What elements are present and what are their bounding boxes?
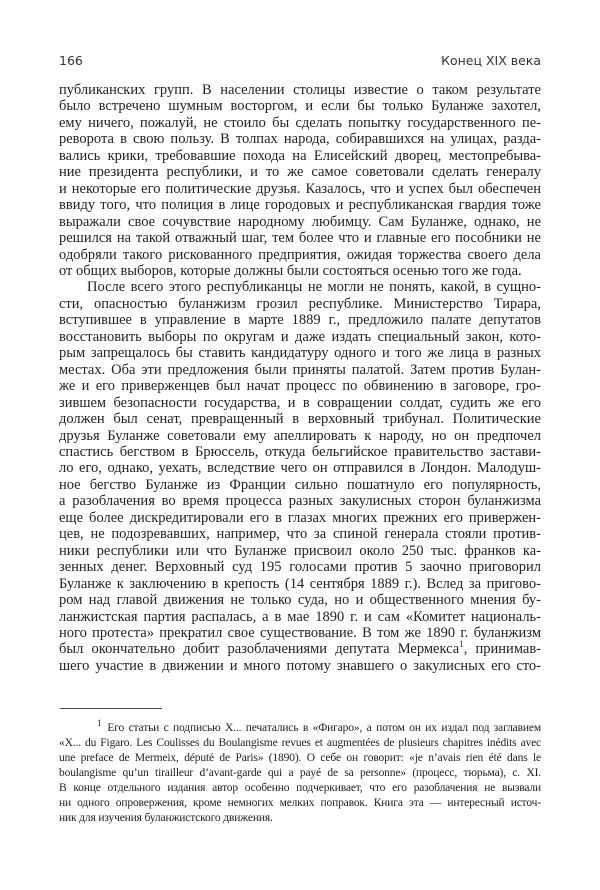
text-line: цев, не подозревавших, например, что за спиной генерала стояли против- (59, 526, 541, 543)
text-line: После всего этого республиканцы не могли не понять, какой, в сущно- (87, 279, 541, 296)
text-line (59, 641, 541, 657)
text-line: ему ничего, пожалуй, не стоило бы сделать попытку государственного пе- (59, 114, 541, 131)
text-line: зившем безопасности государства, и в совращении солдат, судить же его (59, 394, 541, 411)
main-text (59, 82, 541, 674)
text-line: ни одного опровержения, кроме немногих мелких поправок. Книга эта — интересный источ- (59, 797, 541, 809)
text-line: ное бегство Буланже из Франции сильно пошатнуло его популярность, (59, 476, 541, 493)
text-line: друзья Буланже советовали ему апеллировать к народу, но он предпочел (59, 427, 541, 444)
text-line: местах. Оба эти предложения были приняты палатой. Затем против Булан- (59, 361, 541, 378)
text-line: В конце отдельного издания автор особенно подчеркивает, что его разоблачения не вызвали (59, 782, 541, 794)
text-segment: был окончательно добит разоблачениями депутата Мермекса (59, 641, 460, 658)
footnote-divider (60, 708, 162, 709)
text-line: спастись бегством в Брюссель, откуда бельгийское правительство застави- (59, 443, 541, 460)
text-line: от общих выборов, которые должны были состояться осенью того же года. (59, 262, 522, 279)
text-line: ланжистская партия распалась, а в мае 1890 г. и сам «Комитет националь- (59, 608, 541, 625)
text-line: выражали свое сочувствие народному любимцу. Сам Буланже, однако, не (59, 213, 541, 230)
text-line: реворота в свою пользу. В толпах народа, собиравшихся на улицах, разда- (59, 131, 541, 148)
text-line: же и его приверженцев был начат процесс по обвинению в заговоре, гро- (59, 378, 541, 395)
text-line: Буланже к заключению в крепость (14 сентября 1889 г.). Вслед за пригово- (59, 575, 541, 592)
text-line: шего участие в движении и много потому знавшего о закулисных его сто- (59, 657, 541, 674)
text-line: должен был сенат, превращенный в верховный трибунал. Политические (59, 411, 541, 428)
text-line: une preface de Mermeix, député de Paris» (1890). О себе он говорит: «je n’avais rien été dans le (59, 752, 541, 764)
paragraph (59, 82, 541, 279)
text-line: зенных денег. Верховный суд 195 голосами против 5 заочно приговорил (59, 559, 541, 576)
running-title: Конец XIX века (441, 53, 541, 68)
text-line: решился на такой отважный шаг, тем более что и главные его пособники не (59, 230, 541, 247)
text-segment: , принимав- (463, 641, 541, 658)
text-line: ник для изучения буланжистского движения. (59, 812, 273, 824)
text-line (59, 718, 541, 736)
text-segment: Его статьи с подписью X... печатались в «Фигаро», а потом он их издал под заглавием (107, 722, 541, 734)
text-line: еще более дискредитировали его в глазах многих прежних его привержен- (59, 509, 541, 526)
paragraph (59, 279, 541, 674)
text-line: ром над главой движения не только суда, но и общественного мнения бу- (59, 592, 541, 609)
page-number: 166 (59, 53, 83, 68)
text-line: восстановить выборы по округам и даже издать специальный закон, кото- (59, 328, 541, 345)
text-line: публиканских групп. В населении столицы известие о таком результате (59, 82, 541, 98)
text-line: ввиду того, что полиция в лице городовых и республиканская гвардия тоже (59, 197, 541, 214)
text-line: и некоторые его политические друзья. Казалось, что и успех был обеспечен (59, 180, 541, 197)
footnote-marker: 1 (97, 718, 102, 729)
text-line: ники республики или что Буланже присвоил около 250 тыс. франков ка- (59, 542, 541, 559)
text-line: одобряли такого рискованного предприятия, ожидая торжества своего дела (59, 246, 541, 263)
text-line: рым запрещалось бы ставить кандидатуру одного и того же лица в разных (59, 345, 541, 362)
text-line: сти, опасностью буланжизм грозил республике. Министерство Тирара, (59, 295, 541, 312)
text-line: ного протеста» прекратил свое существование. В том же 1890 г. буланжизм (59, 624, 541, 641)
text-line: ло его, однако, уехать, вследствие чего он отправился в Лондон. Малодуш- (59, 460, 541, 477)
text-line: вались крики, требовавшие похода на Елисейский дворец, местопребыва- (59, 147, 541, 164)
text-line: вступившее в управление в марте 1889 г., предложило палате депутатов (59, 312, 541, 329)
text-line: а разоблачения во время процесса разных закулисных сторон буланжизма (59, 493, 541, 510)
footnote (59, 718, 541, 826)
text-line: ние президента республики, и то же самое советовали сделать генералу (59, 164, 541, 181)
footnote-reference[interactable]: 1 (459, 639, 464, 650)
text-line: «X... du Figaro. Les Coulisses du Boulangisme revues et augmentées de plusieurs chapitres inédits avec (59, 737, 541, 749)
text-line: было встречено шумным восторгом, и если бы только Буланже захотел, (59, 98, 541, 115)
text-line: boulangisme qu’un tirailleur d’avant-garde qui a payé de sa personne» (процесс, тюрьма), с. XI. (59, 767, 541, 779)
